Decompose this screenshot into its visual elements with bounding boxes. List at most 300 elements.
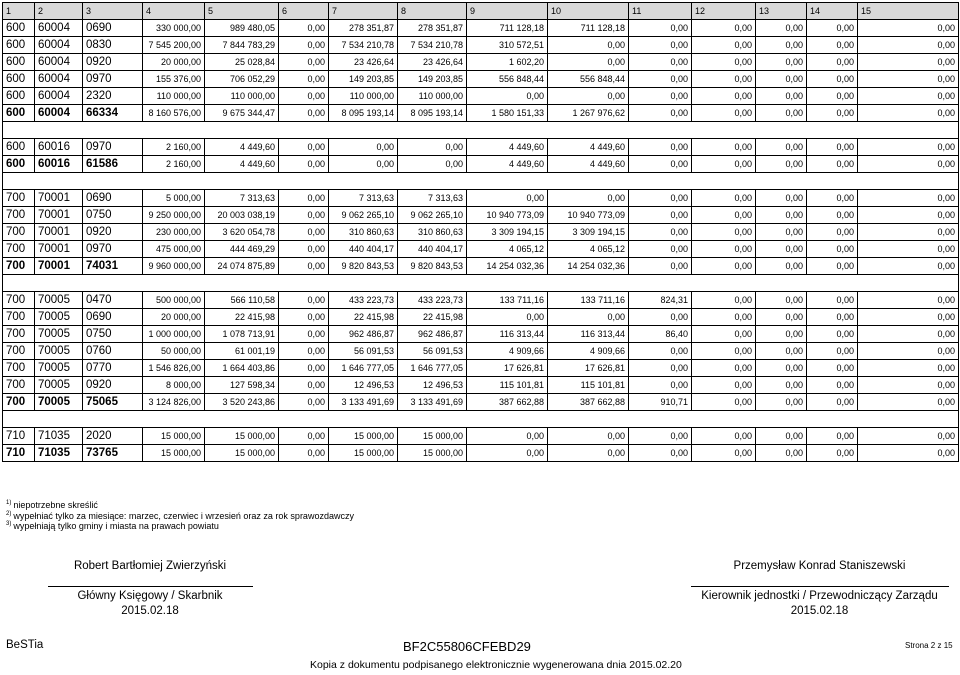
cell-paragraf: 73765 (83, 445, 143, 462)
cell-amount: 0,00 (279, 156, 329, 173)
table-row (3, 207, 959, 224)
cell-amount: 0,00 (807, 258, 858, 275)
cell-amount: 10 940 773,09 (548, 207, 629, 224)
cell-amount: 0,00 (692, 105, 756, 122)
cell-paragraf: 0750 (83, 326, 143, 343)
cell-amount: 9 675 344,47 (205, 105, 279, 122)
cell-amount: 0,00 (858, 190, 959, 207)
cell-amount: 0,00 (858, 207, 959, 224)
cell-amount: 10 940 773,09 (467, 207, 548, 224)
cell-amount: 7 844 783,29 (205, 37, 279, 54)
cell-amount: 0,00 (279, 190, 329, 207)
cell-amount: 0,00 (629, 139, 692, 156)
cell-amount: 110 000,00 (143, 88, 205, 105)
cell-amount: 0,00 (692, 309, 756, 326)
cell-amount: 230 000,00 (143, 224, 205, 241)
cell-amount: 0,00 (858, 309, 959, 326)
block-separator (3, 275, 959, 292)
cell-amount: 0,00 (279, 54, 329, 71)
cell-amount: 0,00 (807, 343, 858, 360)
cell-paragraf: 0690 (83, 190, 143, 207)
cell-amount: 0,00 (629, 156, 692, 173)
cell-amount: 0,00 (858, 428, 959, 445)
cell-amount: 0,00 (807, 71, 858, 88)
cell-amount: 706 052,29 (205, 71, 279, 88)
cell-amount: 0,00 (807, 309, 858, 326)
cell-amount: 0,00 (279, 343, 329, 360)
cell-amount: 0,00 (756, 37, 807, 54)
cell-amount: 0,00 (858, 292, 959, 309)
column-number: 5 (205, 3, 279, 20)
column-number: 7 (329, 3, 398, 20)
cell-amount: 0,00 (692, 190, 756, 207)
cell-paragraf: 0830 (83, 37, 143, 54)
cell-amount: 0,00 (858, 88, 959, 105)
cell-amount: 824,31 (629, 292, 692, 309)
cell-amount: 17 626,81 (548, 360, 629, 377)
cell-amount: 0,00 (279, 37, 329, 54)
cell-amount: 1 580 151,33 (467, 105, 548, 122)
cell-amount: 0,00 (279, 88, 329, 105)
cell-amount: 0,00 (692, 224, 756, 241)
cell-paragraf: 61586 (83, 156, 143, 173)
cell-amount: 7 545 200,00 (143, 37, 205, 54)
table-row (3, 37, 959, 54)
cell-rozdzial: 70001 (35, 258, 83, 275)
cell-amount: 0,00 (279, 224, 329, 241)
cell-dzial: 700 (3, 258, 35, 275)
cell-amount: 0,00 (629, 224, 692, 241)
cell-amount: 0,00 (756, 139, 807, 156)
copy-note: Kopia z dokumentu podpisanego elektronicznie wygenerowana dnia 2015.02.20 (310, 659, 682, 671)
cell-amount: 149 203,85 (329, 71, 398, 88)
cell-amount: 22 415,98 (398, 309, 467, 326)
cell-amount: 4 449,60 (467, 139, 548, 156)
cell-amount: 0,00 (756, 190, 807, 207)
cell-paragraf: 2320 (83, 88, 143, 105)
cell-rozdzial: 60004 (35, 54, 83, 71)
column-number: 1 (3, 3, 35, 20)
cell-amount: 2 160,00 (143, 139, 205, 156)
cell-amount: 3 309 194,15 (467, 224, 548, 241)
cell-amount: 3 309 194,15 (548, 224, 629, 241)
summary-row (3, 156, 959, 173)
cell-amount: 0,00 (329, 139, 398, 156)
cell-amount: 22 415,98 (205, 309, 279, 326)
cell-amount: 0,00 (807, 20, 858, 37)
cell-amount: 23 426,64 (329, 54, 398, 71)
signature-date-right: 2015.02.18 (790, 605, 849, 617)
cell-amount: 433 223,73 (329, 292, 398, 309)
cell-amount: 115 101,81 (467, 377, 548, 394)
cell-amount: 0,00 (629, 207, 692, 224)
cell-amount: 1 000 000,00 (143, 326, 205, 343)
cell-dzial: 700 (3, 394, 35, 411)
cell-amount: 0,00 (807, 241, 858, 258)
column-number: 6 (279, 3, 329, 20)
cell-amount: 9 960 000,00 (143, 258, 205, 275)
cell-amount: 4 909,66 (467, 343, 548, 360)
cell-amount: 0,00 (807, 428, 858, 445)
summary-row (3, 445, 959, 462)
cell-amount: 12 496,53 (329, 377, 398, 394)
cell-rozdzial: 60016 (35, 156, 83, 173)
cell-amount: 9 250 000,00 (143, 207, 205, 224)
table-row (3, 360, 959, 377)
cell-amount: 0,00 (279, 360, 329, 377)
cell-amount: 0,00 (807, 105, 858, 122)
cell-paragraf: 0920 (83, 54, 143, 71)
cell-amount: 4 909,66 (548, 343, 629, 360)
cell-amount: 8 095 193,14 (329, 105, 398, 122)
table-row (3, 139, 959, 156)
cell-amount: 15 000,00 (398, 428, 467, 445)
cell-amount: 500 000,00 (143, 292, 205, 309)
cell-amount: 0,00 (629, 377, 692, 394)
cell-amount: 0,00 (807, 54, 858, 71)
cell-paragraf: 0690 (83, 309, 143, 326)
cell-rozdzial: 70001 (35, 190, 83, 207)
cell-amount: 0,00 (858, 20, 959, 37)
cell-amount: 0,00 (629, 71, 692, 88)
cell-amount: 0,00 (756, 292, 807, 309)
cell-paragraf: 0920 (83, 377, 143, 394)
cell-amount: 0,00 (548, 190, 629, 207)
cell-rozdzial: 70005 (35, 292, 83, 309)
cell-amount: 0,00 (548, 428, 629, 445)
cell-rozdzial: 60016 (35, 139, 83, 156)
cell-dzial: 600 (3, 37, 35, 54)
cell-amount: 0,00 (756, 360, 807, 377)
cell-amount: 0,00 (548, 37, 629, 54)
cell-amount: 1 078 713,91 (205, 326, 279, 343)
cell-amount: 7 534 210,78 (398, 37, 467, 54)
cell-amount: 0,00 (756, 71, 807, 88)
app-name: BeSTia (6, 639, 44, 651)
cell-amount: 0,00 (807, 190, 858, 207)
table-row (3, 20, 959, 37)
cell-amount: 0,00 (807, 445, 858, 462)
cell-amount: 3 620 054,78 (205, 224, 279, 241)
cell-amount: 0,00 (279, 326, 329, 343)
cell-amount: 0,00 (398, 139, 467, 156)
cell-dzial: 700 (3, 292, 35, 309)
table-row (3, 309, 959, 326)
cell-amount: 0,00 (692, 377, 756, 394)
cell-amount: 0,00 (807, 394, 858, 411)
cell-amount: 433 223,73 (398, 292, 467, 309)
cell-dzial: 710 (3, 428, 35, 445)
block-separator (3, 411, 959, 428)
cell-rozdzial: 60004 (35, 88, 83, 105)
cell-amount: 0,00 (807, 224, 858, 241)
cell-rozdzial: 60004 (35, 20, 83, 37)
cell-amount: 149 203,85 (398, 71, 467, 88)
cell-amount: 0,00 (756, 241, 807, 258)
cell-amount: 475 000,00 (143, 241, 205, 258)
cell-amount: 0,00 (756, 258, 807, 275)
cell-rozdzial: 70005 (35, 343, 83, 360)
cell-amount: 0,00 (858, 156, 959, 173)
cell-amount: 1 602,20 (467, 54, 548, 71)
table-row (3, 88, 959, 105)
cell-amount: 0,00 (756, 88, 807, 105)
cell-amount: 0,00 (756, 445, 807, 462)
column-number: 4 (143, 3, 205, 20)
cell-amount: 9 062 265,10 (398, 207, 467, 224)
cell-amount: 0,00 (858, 377, 959, 394)
cell-amount: 0,00 (467, 88, 548, 105)
cell-dzial: 700 (3, 377, 35, 394)
cell-amount: 133 711,16 (467, 292, 548, 309)
cell-dzial: 700 (3, 309, 35, 326)
cell-amount: 387 662,88 (467, 394, 548, 411)
cell-amount: 0,00 (858, 139, 959, 156)
cell-amount: 86,40 (629, 326, 692, 343)
footnote-1: $^{1)}$ niepotrzebne skreślić (6, 500, 98, 510)
cell-amount: 0,00 (692, 71, 756, 88)
cell-amount: 23 426,64 (398, 54, 467, 71)
cell-amount: 0,00 (279, 394, 329, 411)
cell-paragraf: 0750 (83, 207, 143, 224)
cell-paragraf: 0470 (83, 292, 143, 309)
cell-amount: 56 091,53 (398, 343, 467, 360)
cell-amount: 0,00 (756, 343, 807, 360)
cell-amount: 0,00 (692, 326, 756, 343)
cell-amount: 310 860,63 (398, 224, 467, 241)
cell-amount: 440 404,17 (329, 241, 398, 258)
cell-amount: 4 449,60 (205, 139, 279, 156)
cell-dzial: 700 (3, 190, 35, 207)
cell-amount: 0,00 (756, 105, 807, 122)
cell-amount: 0,00 (756, 224, 807, 241)
cell-amount: 910,71 (629, 394, 692, 411)
cell-amount: 0,00 (692, 139, 756, 156)
cell-amount: 0,00 (629, 241, 692, 258)
summary-row (3, 258, 959, 275)
cell-amount: 0,00 (756, 377, 807, 394)
cell-rozdzial: 60004 (35, 71, 83, 88)
cell-amount: 310 860,63 (329, 224, 398, 241)
cell-amount: 20 000,00 (143, 54, 205, 71)
signature-date-left: 2015.02.18 (121, 605, 179, 617)
cell-amount: 0,00 (756, 309, 807, 326)
cell-amount: 0,00 (692, 258, 756, 275)
cell-amount: 0,00 (692, 207, 756, 224)
signatory-role-left: Główny Księgowy / Skarbnik (77, 590, 223, 602)
cell-amount: 0,00 (329, 156, 398, 173)
cell-amount: 0,00 (858, 343, 959, 360)
cell-amount: 7 313,63 (205, 190, 279, 207)
signatory-role-right: Kierownik jednostki / Przewodniczący Zarządu (701, 590, 938, 602)
cell-amount: 0,00 (692, 37, 756, 54)
cell-amount: 444 469,29 (205, 241, 279, 258)
cell-dzial: 700 (3, 224, 35, 241)
column-number: 13 (756, 3, 807, 20)
cell-rozdzial: 70001 (35, 224, 83, 241)
cell-amount: 3 124 826,00 (143, 394, 205, 411)
cell-amount: 0,00 (692, 241, 756, 258)
column-number: 11 (629, 3, 692, 20)
cell-amount: 0,00 (756, 394, 807, 411)
cell-amount: 14 254 032,36 (467, 258, 548, 275)
summary-row (3, 105, 959, 122)
cell-amount: 1 267 976,62 (548, 105, 629, 122)
cell-dzial: 600 (3, 54, 35, 71)
cell-amount: 0,00 (279, 292, 329, 309)
cell-amount: 0,00 (692, 88, 756, 105)
cell-amount: 15 000,00 (398, 445, 467, 462)
signature-left (40, 560, 260, 617)
cell-amount: 0,00 (858, 326, 959, 343)
cell-paragraf: 74031 (83, 258, 143, 275)
cell-rozdzial: 70005 (35, 326, 83, 343)
cell-paragraf: 0970 (83, 71, 143, 88)
cell-amount: 0,00 (279, 309, 329, 326)
cell-amount: 0,00 (692, 428, 756, 445)
cell-dzial: 700 (3, 241, 35, 258)
column-number: 15 (858, 3, 959, 20)
cell-amount: 0,00 (692, 360, 756, 377)
table-row (3, 377, 959, 394)
cell-amount: 0,00 (629, 190, 692, 207)
column-number: 3 (83, 3, 143, 20)
cell-amount: 278 351,87 (329, 20, 398, 37)
cell-amount: 127 598,34 (205, 377, 279, 394)
cell-amount: 22 415,98 (329, 309, 398, 326)
signature-line-left (48, 586, 253, 587)
cell-paragraf: 2020 (83, 428, 143, 445)
cell-amount: 0,00 (807, 377, 858, 394)
cell-amount: 0,00 (629, 258, 692, 275)
cell-rozdzial: 70005 (35, 377, 83, 394)
cell-amount: 61 001,19 (205, 343, 279, 360)
cell-paragraf: 0760 (83, 343, 143, 360)
cell-amount: 0,00 (629, 428, 692, 445)
cell-paragraf: 75065 (83, 394, 143, 411)
cell-dzial: 600 (3, 156, 35, 173)
column-number: 8 (398, 3, 467, 20)
cell-amount: 0,00 (756, 156, 807, 173)
cell-amount: 4 449,60 (548, 156, 629, 173)
cell-amount: 0,00 (629, 343, 692, 360)
signatory-name-left: Robert Bartłomiej Zwierzyński (73, 560, 227, 572)
cell-rozdzial: 60004 (35, 37, 83, 54)
cell-amount: 0,00 (807, 37, 858, 54)
column-number: 2 (35, 3, 83, 20)
cell-amount: 0,00 (858, 224, 959, 241)
cell-amount: 15 000,00 (329, 445, 398, 462)
cell-amount: 0,00 (548, 445, 629, 462)
table-row (3, 326, 959, 343)
cell-amount: 0,00 (279, 207, 329, 224)
cell-amount: 9 820 843,53 (398, 258, 467, 275)
cell-dzial: 700 (3, 360, 35, 377)
cell-paragraf: 0690 (83, 20, 143, 37)
cell-rozdzial: 71035 (35, 428, 83, 445)
cell-amount: 310 572,51 (467, 37, 548, 54)
cell-dzial: 600 (3, 20, 35, 37)
cell-dzial: 600 (3, 71, 35, 88)
cell-amount: 278 351,87 (398, 20, 467, 37)
cell-amount: 0,00 (692, 54, 756, 71)
cell-rozdzial: 70001 (35, 207, 83, 224)
cell-amount: 0,00 (467, 445, 548, 462)
cell-amount: 133 711,16 (548, 292, 629, 309)
table-row (3, 343, 959, 360)
cell-amount: 0,00 (629, 37, 692, 54)
cell-amount: 0,00 (807, 326, 858, 343)
cell-amount: 0,00 (858, 360, 959, 377)
footnotes (6, 500, 354, 532)
cell-rozdzial: 71035 (35, 445, 83, 462)
table-row (3, 428, 959, 445)
cell-amount: 15 000,00 (143, 445, 205, 462)
table-row (3, 241, 959, 258)
cell-amount: 2 160,00 (143, 156, 205, 173)
cell-amount: 7 313,63 (329, 190, 398, 207)
cell-amount: 0,00 (629, 309, 692, 326)
cell-amount: 3 133 491,69 (398, 394, 467, 411)
cell-amount: 7 313,63 (398, 190, 467, 207)
cell-amount: 0,00 (807, 88, 858, 105)
cell-amount: 110 000,00 (329, 88, 398, 105)
cell-amount: 711 128,18 (548, 20, 629, 37)
cell-dzial: 700 (3, 343, 35, 360)
cell-amount: 0,00 (279, 71, 329, 88)
cell-amount: 0,00 (807, 292, 858, 309)
cell-amount: 566 110,58 (205, 292, 279, 309)
cell-amount: 387 662,88 (548, 394, 629, 411)
column-number: 10 (548, 3, 629, 20)
cell-amount: 1 646 777,05 (398, 360, 467, 377)
cell-amount: 4 449,60 (467, 156, 548, 173)
cell-amount: 110 000,00 (398, 88, 467, 105)
page-number: Strona 2 z 15 (905, 641, 953, 650)
cell-amount: 0,00 (692, 292, 756, 309)
cell-amount: 0,00 (467, 309, 548, 326)
cell-amount: 0,00 (858, 54, 959, 71)
cell-amount: 50 000,00 (143, 343, 205, 360)
cell-amount: 0,00 (279, 377, 329, 394)
table-row (3, 224, 959, 241)
document-code: BF2C55806CFEBD29 (403, 639, 531, 654)
cell-amount: 9 820 843,53 (329, 258, 398, 275)
cell-amount: 1 664 403,86 (205, 360, 279, 377)
table-row (3, 71, 959, 88)
cell-amount: 4 449,60 (205, 156, 279, 173)
table-row (3, 54, 959, 71)
cell-amount: 4 065,12 (467, 241, 548, 258)
table-row (3, 292, 959, 309)
report-table (2, 2, 959, 462)
cell-amount: 3 520 243,86 (205, 394, 279, 411)
cell-amount: 115 101,81 (548, 377, 629, 394)
cell-rozdzial: 70005 (35, 394, 83, 411)
cell-amount: 110 000,00 (205, 88, 279, 105)
cell-amount: 0,00 (858, 258, 959, 275)
column-number: 14 (807, 3, 858, 20)
cell-paragraf: 0970 (83, 241, 143, 258)
block-separator (3, 173, 959, 190)
cell-amount: 440 404,17 (398, 241, 467, 258)
cell-amount: 12 496,53 (398, 377, 467, 394)
cell-dzial: 600 (3, 105, 35, 122)
block-separator (3, 122, 959, 139)
cell-amount: 0,00 (807, 156, 858, 173)
table-row (3, 190, 959, 207)
cell-amount: 0,00 (807, 139, 858, 156)
